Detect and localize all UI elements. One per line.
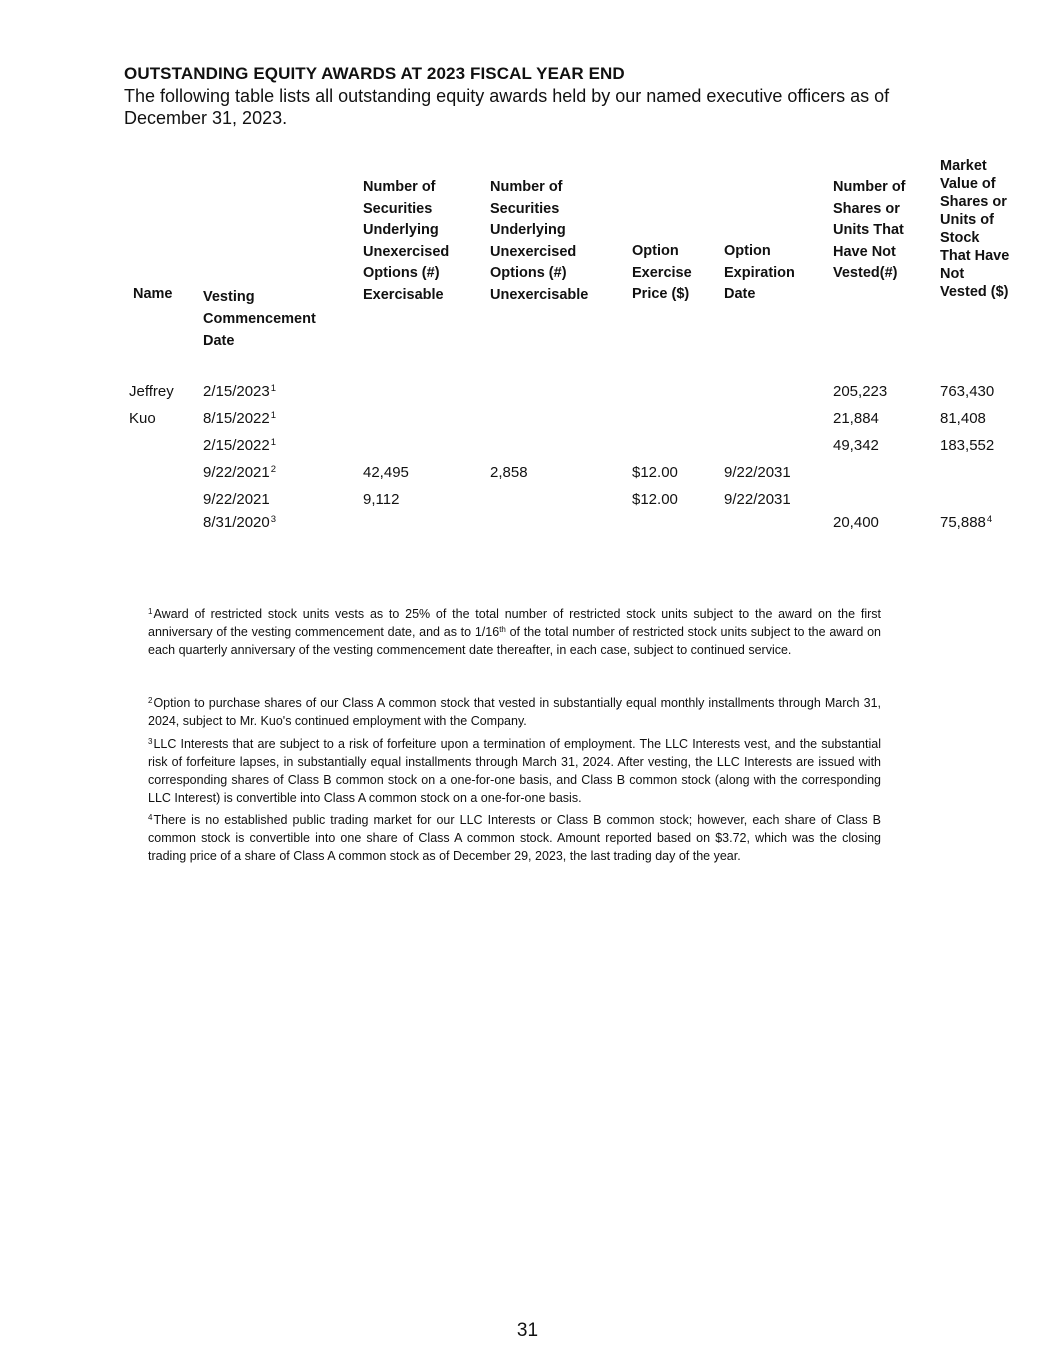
name-first: Jeffrey: [129, 383, 174, 400]
table-row-4-price: $12.00: [632, 464, 678, 481]
table-row-4-vesting: 9/22/2021$^2$: [203, 464, 277, 481]
table-row-3-not-vested: 49,342: [833, 437, 879, 454]
table-row-2-market-value: 81,408: [940, 410, 986, 427]
table-row-2-not-vested: 21,884: [833, 410, 879, 427]
table-row-4-expiration: 9/22/2031: [724, 464, 791, 481]
table-row-4-unexercisable: 2,858: [490, 464, 528, 481]
footnote-3: $^3$LLC Interests that are subject to a risk of forfeiture upon a termination of employment. The LLC Interests vest, and the substantial risk of forfeiture lapses, in substantially equal installments through March 31, 2024. After vesting, the LLC Interests are issued with corresponding shares of Class B common stock on a one-for-one basis, and Class B common stock (along with the corresponding LLC Interest) is convertible into Class A common stock on a one-for-one basis.: [148, 737, 881, 805]
table-row-3-vesting: 2/15/2022$^1$: [203, 437, 277, 454]
header-shares-not-vested: Number of Shares or Units That Have Not Vested(#): [833, 179, 906, 281]
footnote-4: $^4$There is no established public trading market for our LLC Interests or Class B common stock; however, each share of Class B common stock is convertible into one share of Class A common stock. Amount reported based on $3.72, which was the closing trading price of a share of Class A common stock as of December 29, 2023, the last trading day of the year.: [148, 813, 881, 863]
page-number: 31: [516, 1320, 539, 1341]
header-unexercisable: Number of Securities Underlying Unexercised Options (#) Unexercisable: [490, 179, 589, 303]
table-row-5-expiration: 9/22/2031: [724, 491, 791, 508]
table-row-5-price: $12.00: [632, 491, 678, 508]
footnote-2: $^2$Option to purchase shares of our Class A common stock that vested in substantially equal monthly installments through March 31, 2024, subject to Mr. Kuo's continued employment with the Company.: [148, 696, 881, 728]
table-row-6-market-value: 75,888$^4$: [940, 514, 993, 531]
name-last: Kuo: [129, 410, 156, 427]
footnote-1: $^1$Award of restricted stock units vests as to 25% of the total number of restricted stock units subject to the award on the first anniversary of the vesting commencement date, and as to 1/16th of the total number of restricted stock units subject to the award on each quarterly anniversary of the vesting commencement date thereafter, in each case, subject to continued service.: [148, 607, 881, 657]
table-row-6-not-vested: 20,400: [833, 514, 879, 531]
table-row-5-exercisable: 9,112: [363, 491, 400, 508]
table-row-3-market-value: 183,552: [940, 437, 995, 454]
intro-paragraph: The following table lists all outstanding equity awards held by our named executive officers as of December 31, 2023.: [124, 86, 890, 128]
table-row-5-vesting: 9/22/2021: [203, 491, 270, 508]
header-exercisable: Number of Securities Underlying Unexercised Options (#) Exercisable: [363, 179, 450, 303]
header-exercise-price: Option Exercise Price ($): [632, 243, 692, 302]
table-row-2-vesting: 8/15/2022$^1$: [203, 410, 277, 427]
header-name: Name: [133, 286, 173, 302]
table-row-1-market-value: 763,430: [940, 383, 995, 400]
table-row-6-vesting: 8/31/2020$^3$: [203, 514, 277, 531]
header-expiration-date: Option Expiration Date: [724, 243, 795, 302]
header-market-value: Market Value of Shares or Units of Stock That Have Not Vested ($): [940, 158, 1010, 300]
header-vesting-date: Vesting Commencement Date: [203, 289, 316, 349]
table-row-1-not-vested: 205,223: [833, 383, 888, 400]
page-title: OUTSTANDING EQUITY AWARDS AT 2023 FISCAL YEAR END: [124, 64, 625, 83]
table-row-4-exercisable: 42,495: [363, 464, 409, 481]
table-row-1-vesting: 2/15/2023$^1$: [203, 383, 277, 400]
